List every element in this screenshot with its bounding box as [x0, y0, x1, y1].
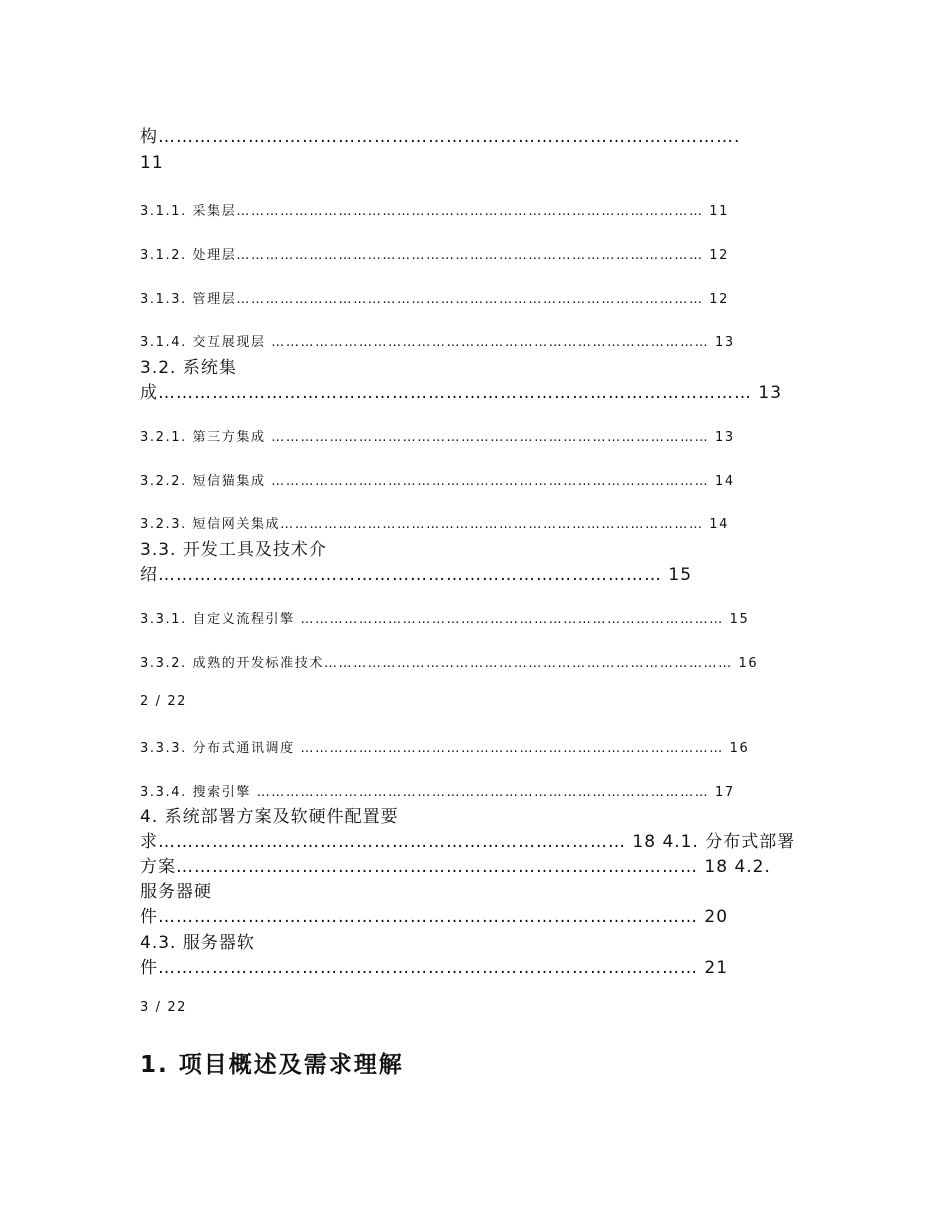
toc-line: 3.2. 系统集 [140, 358, 237, 378]
toc-line: 3.1.4. 交互展现层 ……………………………………………………………………………… 13 [140, 335, 735, 350]
toc-line: 3.3. 开发工具及技术介 [140, 540, 327, 560]
toc-line: 件……………………………………………………………………………… 21 [140, 958, 729, 978]
toc-line: 方案…………………………………………………………………………… 18 4.2. [140, 857, 771, 877]
toc-line: 3.2.1. 第三方集成 ……………………………………………………………………………… 13 [140, 430, 735, 445]
toc-line: 3.1.3. 管理层…………………………………………………………………………………… 12 [140, 292, 730, 307]
toc-line: 3.3.2. 成熟的开发标准技术………………………………………………………………………… 16 [140, 656, 759, 671]
toc-line: 成……………………………………………………………………………………… 13 [140, 383, 783, 403]
toc-line: 求…………………………………………………………………… 18 4.1. 分布式部署 [140, 832, 796, 852]
toc-line: 3.2.3. 短信网关集成…………………………………………………………………………… 14 [140, 517, 730, 532]
toc-line: 3.3.1. 自定义流程引擎 …………………………………………………………………………… 15 [140, 612, 750, 627]
toc-line: 绍………………………………………………………………………… 15 [140, 565, 693, 585]
page-number: 3 / 22 [140, 1000, 188, 1015]
toc-line: 11 [140, 153, 164, 173]
toc-line: 件……………………………………………………………………………… 20 [140, 907, 729, 927]
page-number: 2 / 22 [140, 694, 188, 709]
section-heading: 1. 项目概述及需求理解 [140, 1052, 404, 1078]
toc-line: 3.3.4. 搜索引擎 ………………………………………………………………………………… 17 [140, 785, 735, 800]
toc-line: 4.3. 服务器软 [140, 933, 255, 953]
toc-line: 3.2.2. 短信猫集成 ……………………………………………………………………………… 14 [140, 474, 735, 489]
toc-line: 服务器硬 [140, 882, 212, 902]
toc-line: 构……………………………………………………………………………………. [140, 127, 741, 147]
toc-line: 3.3.3. 分布式通讯调度 …………………………………………………………………………… 16 [140, 741, 750, 756]
toc-line: 3.1.2. 处理层…………………………………………………………………………………… 12 [140, 248, 730, 263]
toc-line: 4. 系统部署方案及软硬件配置要 [140, 807, 399, 827]
toc-line: 3.1.1. 采集层…………………………………………………………………………………… 11 [140, 204, 730, 219]
